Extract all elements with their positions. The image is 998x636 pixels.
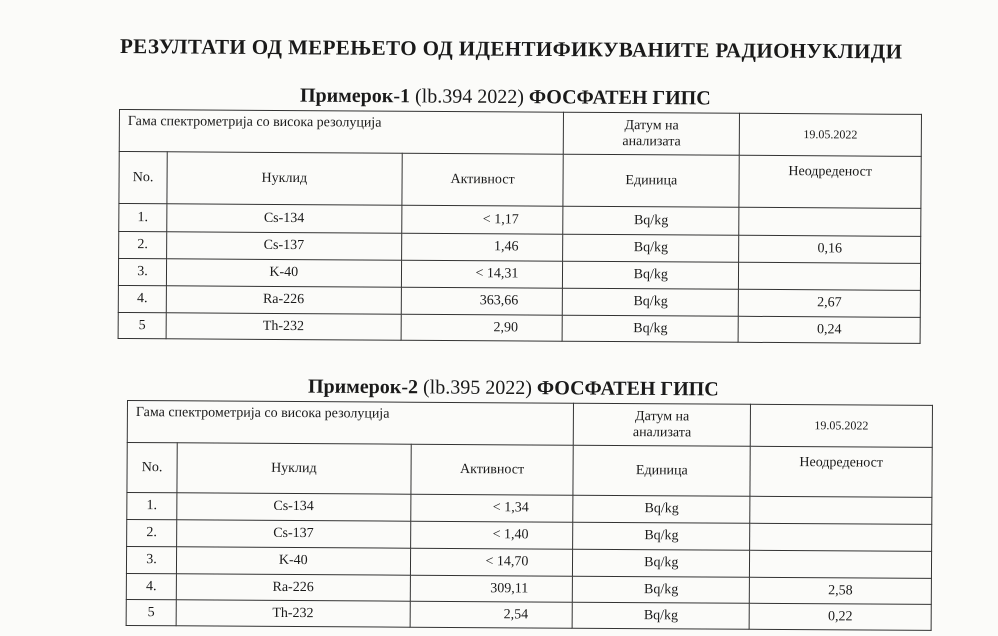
col-unit: Единица bbox=[563, 154, 739, 207]
row-nuclide: Cs-134 bbox=[177, 493, 411, 521]
row-no: 4. bbox=[126, 573, 176, 599]
row-unit: Bq/kg bbox=[573, 549, 750, 577]
row-unit: Bq/kg bbox=[563, 234, 739, 262]
row-unit: Bq/kg bbox=[562, 315, 738, 342]
row-unit: Bq/kg bbox=[573, 495, 750, 523]
document-title: РЕЗУЛТАТИ ОД МЕРЕЊЕТО ОД ИДЕНТИФИКУВАНИТЕ РАДИОНУКЛИДИ bbox=[119, 34, 903, 64]
sample-1-method: Гама спектрометрија со висока резолуција bbox=[119, 110, 564, 155]
sample-2-material: ФОСФАТЕН ГИПС bbox=[536, 377, 719, 401]
row-activity: 1,46 bbox=[401, 233, 563, 261]
row-uncertainty: 2,58 bbox=[749, 577, 931, 604]
sample-2-date-label-2: анализата bbox=[632, 424, 692, 440]
row-activity: 2,54 bbox=[410, 601, 573, 628]
row-unit: Bq/kg bbox=[573, 576, 750, 603]
row-nuclide: K-40 bbox=[166, 259, 401, 287]
row-uncertainty: 0,22 bbox=[749, 603, 931, 630]
row-uncertainty bbox=[750, 523, 932, 551]
sample-2-table bbox=[126, 400, 933, 631]
row-uncertainty: 2,67 bbox=[738, 289, 920, 317]
sample-1-label: Примерок-1 bbox=[299, 84, 411, 108]
sample-1-title bbox=[300, 85, 711, 111]
sample-1-date-label bbox=[564, 112, 740, 155]
col-nuclide: Нуклид bbox=[177, 443, 411, 494]
row-activity: 363,66 bbox=[401, 287, 563, 315]
row-uncertainty bbox=[750, 550, 932, 578]
col-activity: Активност bbox=[410, 444, 573, 495]
sample-1-date-label-1: Датум на bbox=[624, 117, 679, 133]
col-no: No. bbox=[127, 443, 177, 493]
sample-2-title bbox=[308, 376, 719, 402]
col-no: No. bbox=[119, 152, 167, 204]
sample-2-lab: (lb.395 2022) bbox=[422, 376, 532, 400]
col-uncertainty: Неодреденост bbox=[750, 446, 932, 497]
col-uncertainty: Неодреденост bbox=[739, 155, 921, 208]
row-nuclide: Ra-226 bbox=[176, 574, 410, 601]
row-no: 4. bbox=[118, 285, 166, 312]
row-no: 3. bbox=[118, 259, 166, 286]
row-nuclide: Th-232 bbox=[166, 313, 401, 340]
sample-2-date: 19.05.2022 bbox=[750, 404, 932, 447]
row-nuclide: K-40 bbox=[176, 547, 410, 575]
row-uncertainty: 0,24 bbox=[738, 316, 920, 343]
col-activity: Активност bbox=[401, 153, 563, 206]
sample-1-header-row bbox=[119, 110, 921, 157]
row-activity: < 14,70 bbox=[410, 548, 573, 576]
row-activity: < 1,34 bbox=[410, 494, 573, 522]
row-nuclide: Cs-137 bbox=[167, 232, 402, 260]
row-no: 1. bbox=[119, 204, 167, 232]
row-uncertainty bbox=[750, 496, 932, 524]
row-nuclide: Ra-226 bbox=[166, 286, 401, 314]
sample-2-date-label bbox=[574, 403, 751, 446]
row-no: 5 bbox=[118, 312, 166, 338]
row-unit: Bq/kg bbox=[563, 206, 739, 235]
row-activity: < 14,31 bbox=[401, 260, 563, 288]
row-nuclide: Cs-137 bbox=[177, 520, 411, 548]
sample-1-material: ФОСФАТЕН ГИПС bbox=[528, 86, 711, 110]
table-row bbox=[118, 312, 920, 343]
sample-2-label: Примерок-2 bbox=[307, 375, 419, 399]
row-unit: Bq/kg bbox=[563, 288, 739, 316]
row-no: 2. bbox=[127, 520, 177, 547]
sample-2-header-row bbox=[127, 401, 932, 448]
sample-1-lab: (lb.394 2022) bbox=[414, 85, 524, 109]
row-uncertainty bbox=[739, 262, 921, 290]
sample-1-table bbox=[118, 109, 922, 344]
row-uncertainty bbox=[739, 207, 921, 236]
row-unit: Bq/kg bbox=[573, 602, 750, 629]
col-unit: Единица bbox=[573, 445, 750, 496]
row-nuclide: Th-232 bbox=[176, 600, 410, 627]
table-row bbox=[126, 599, 931, 630]
col-nuclide: Нуклид bbox=[167, 152, 402, 205]
row-activity: < 1,40 bbox=[410, 521, 573, 549]
row-no: 5 bbox=[126, 599, 176, 625]
row-unit: Bq/kg bbox=[573, 522, 750, 550]
sample-2-column-header-row bbox=[127, 443, 932, 498]
row-activity: 2,90 bbox=[401, 314, 563, 341]
sample-1-column-header-row bbox=[119, 152, 921, 209]
sample-2-date-label-1: Датум на bbox=[635, 408, 690, 424]
row-no: 1. bbox=[127, 493, 177, 520]
row-nuclide: Cs-134 bbox=[167, 204, 402, 233]
sample-1-date-label-2: анализата bbox=[622, 133, 681, 149]
row-activity: < 1,17 bbox=[401, 205, 563, 234]
row-no: 3. bbox=[126, 547, 176, 574]
row-no: 2. bbox=[119, 232, 167, 259]
sample-1-date: 19.05.2022 bbox=[739, 113, 921, 156]
sample-2-method: Гама спектрометрија со висока резолуција bbox=[127, 401, 574, 446]
row-uncertainty: 0,16 bbox=[739, 235, 921, 263]
row-activity: 309,11 bbox=[410, 575, 573, 602]
row-unit: Bq/kg bbox=[563, 261, 739, 289]
